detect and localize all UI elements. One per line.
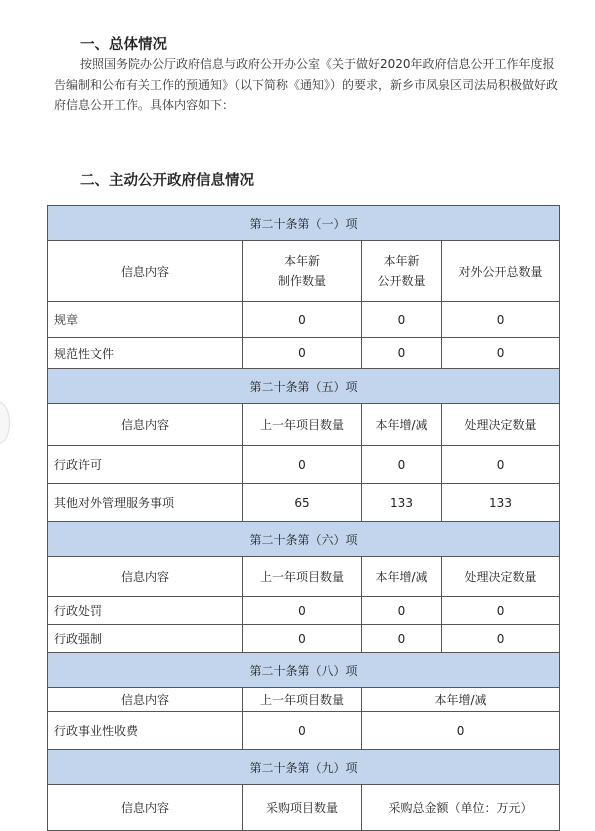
value-cell: 0 <box>362 446 442 484</box>
header-line: 制作数量 <box>277 274 326 288</box>
header-cell: 信息内容 <box>48 688 243 712</box>
table-row <box>48 625 560 653</box>
section-header-cell: 第二十条第（六）项 <box>48 522 560 557</box>
table-section-header <box>48 369 560 404</box>
table-header-row <box>48 241 560 302</box>
value-cell: 0 <box>362 302 442 338</box>
row-label: 规范性文件 <box>48 338 243 369</box>
header-cell: 本年增/减 <box>362 688 560 712</box>
value-cell: 0 <box>362 712 560 750</box>
value-cell: 0 <box>362 625 442 653</box>
table-header-row <box>48 404 560 446</box>
header-cell: 处理决定数量 <box>442 557 560 597</box>
header-cell <box>243 241 362 302</box>
row-label: 行政许可 <box>48 446 243 484</box>
table-header-row <box>48 688 560 712</box>
overview-paragraph <box>54 54 564 116</box>
header-cell: 采购项目数量 <box>243 785 362 831</box>
table-row <box>48 484 560 522</box>
table-row <box>48 338 560 369</box>
value-cell: 0 <box>243 625 362 653</box>
header-cell: 信息内容 <box>48 557 243 597</box>
value-cell: 0 <box>243 446 362 484</box>
table-header-row <box>48 557 560 597</box>
overview-paragraph-text: 按照国务院办公厅政府信息与政府公开办公室《关于做好2020年政府信息公开工作年度报告编制和公布有关工作的预通知》（以下简称《通知》）的要求，新乡市凤泉区司法局积极做好政府信息公开工作。具体内容如下： <box>54 57 559 112</box>
section-title-active-disclosure: 二、主动公开政府信息情况 <box>80 173 254 189</box>
table-row <box>48 597 560 625</box>
active-disclosure-table <box>47 205 560 831</box>
value-cell: 0 <box>442 302 560 338</box>
value-cell: 0 <box>442 625 560 653</box>
section-title-overview: 一、总体情况 <box>80 37 167 53</box>
table-section-header <box>48 750 560 785</box>
value-cell: 133 <box>362 484 442 522</box>
value-cell: 0 <box>442 446 560 484</box>
value-cell: 0 <box>362 597 442 625</box>
value-cell: 0 <box>243 338 362 369</box>
value-cell: 0 <box>442 597 560 625</box>
table-section-header <box>48 206 560 241</box>
value-cell: 0 <box>243 712 362 750</box>
row-label: 行政处罚 <box>48 597 243 625</box>
header-cell: 本年增/减 <box>362 557 442 597</box>
table-row <box>48 712 560 750</box>
value-cell: 0 <box>442 338 560 369</box>
header-cell: 上一年项目数量 <box>243 688 362 712</box>
section-header-cell: 第二十条第（一）项 <box>48 206 560 241</box>
page-edge-handle <box>0 402 10 444</box>
header-cell: 本年增/减 <box>362 404 442 446</box>
row-label: 行政事业性收费 <box>48 712 243 750</box>
header-cell <box>362 241 442 302</box>
value-cell: 0 <box>243 302 362 338</box>
header-cell: 信息内容 <box>48 404 243 446</box>
header-cell: 采购总金额（单位：万元） <box>362 785 560 831</box>
section-header-cell: 第二十条第（八）项 <box>48 653 560 688</box>
table-section-header <box>48 522 560 557</box>
row-label: 规章 <box>48 302 243 338</box>
section-header-cell: 第二十条第（九）项 <box>48 750 560 785</box>
value-cell: 133 <box>442 484 560 522</box>
header-cell: 处理决定数量 <box>442 404 560 446</box>
header-line: 本年新 <box>283 254 320 268</box>
table-row <box>48 446 560 484</box>
row-label: 行政强制 <box>48 625 243 653</box>
header-cell: 上一年项目数量 <box>243 404 362 446</box>
value-cell: 0 <box>362 338 442 369</box>
header-cell: 对外公开总数量 <box>442 241 560 302</box>
header-cell: 上一年项目数量 <box>243 557 362 597</box>
header-line: 本年新 <box>383 254 420 268</box>
header-cell: 信息内容 <box>48 785 243 831</box>
table-section-header <box>48 653 560 688</box>
value-cell: 65 <box>243 484 362 522</box>
value-cell: 0 <box>243 597 362 625</box>
header-line: 公开数量 <box>377 274 426 288</box>
table-header-row <box>48 785 560 831</box>
table-row <box>48 302 560 338</box>
section-header-cell: 第二十条第（五）项 <box>48 369 560 404</box>
header-cell: 信息内容 <box>48 241 243 302</box>
row-label: 其他对外管理服务事项 <box>48 484 243 522</box>
